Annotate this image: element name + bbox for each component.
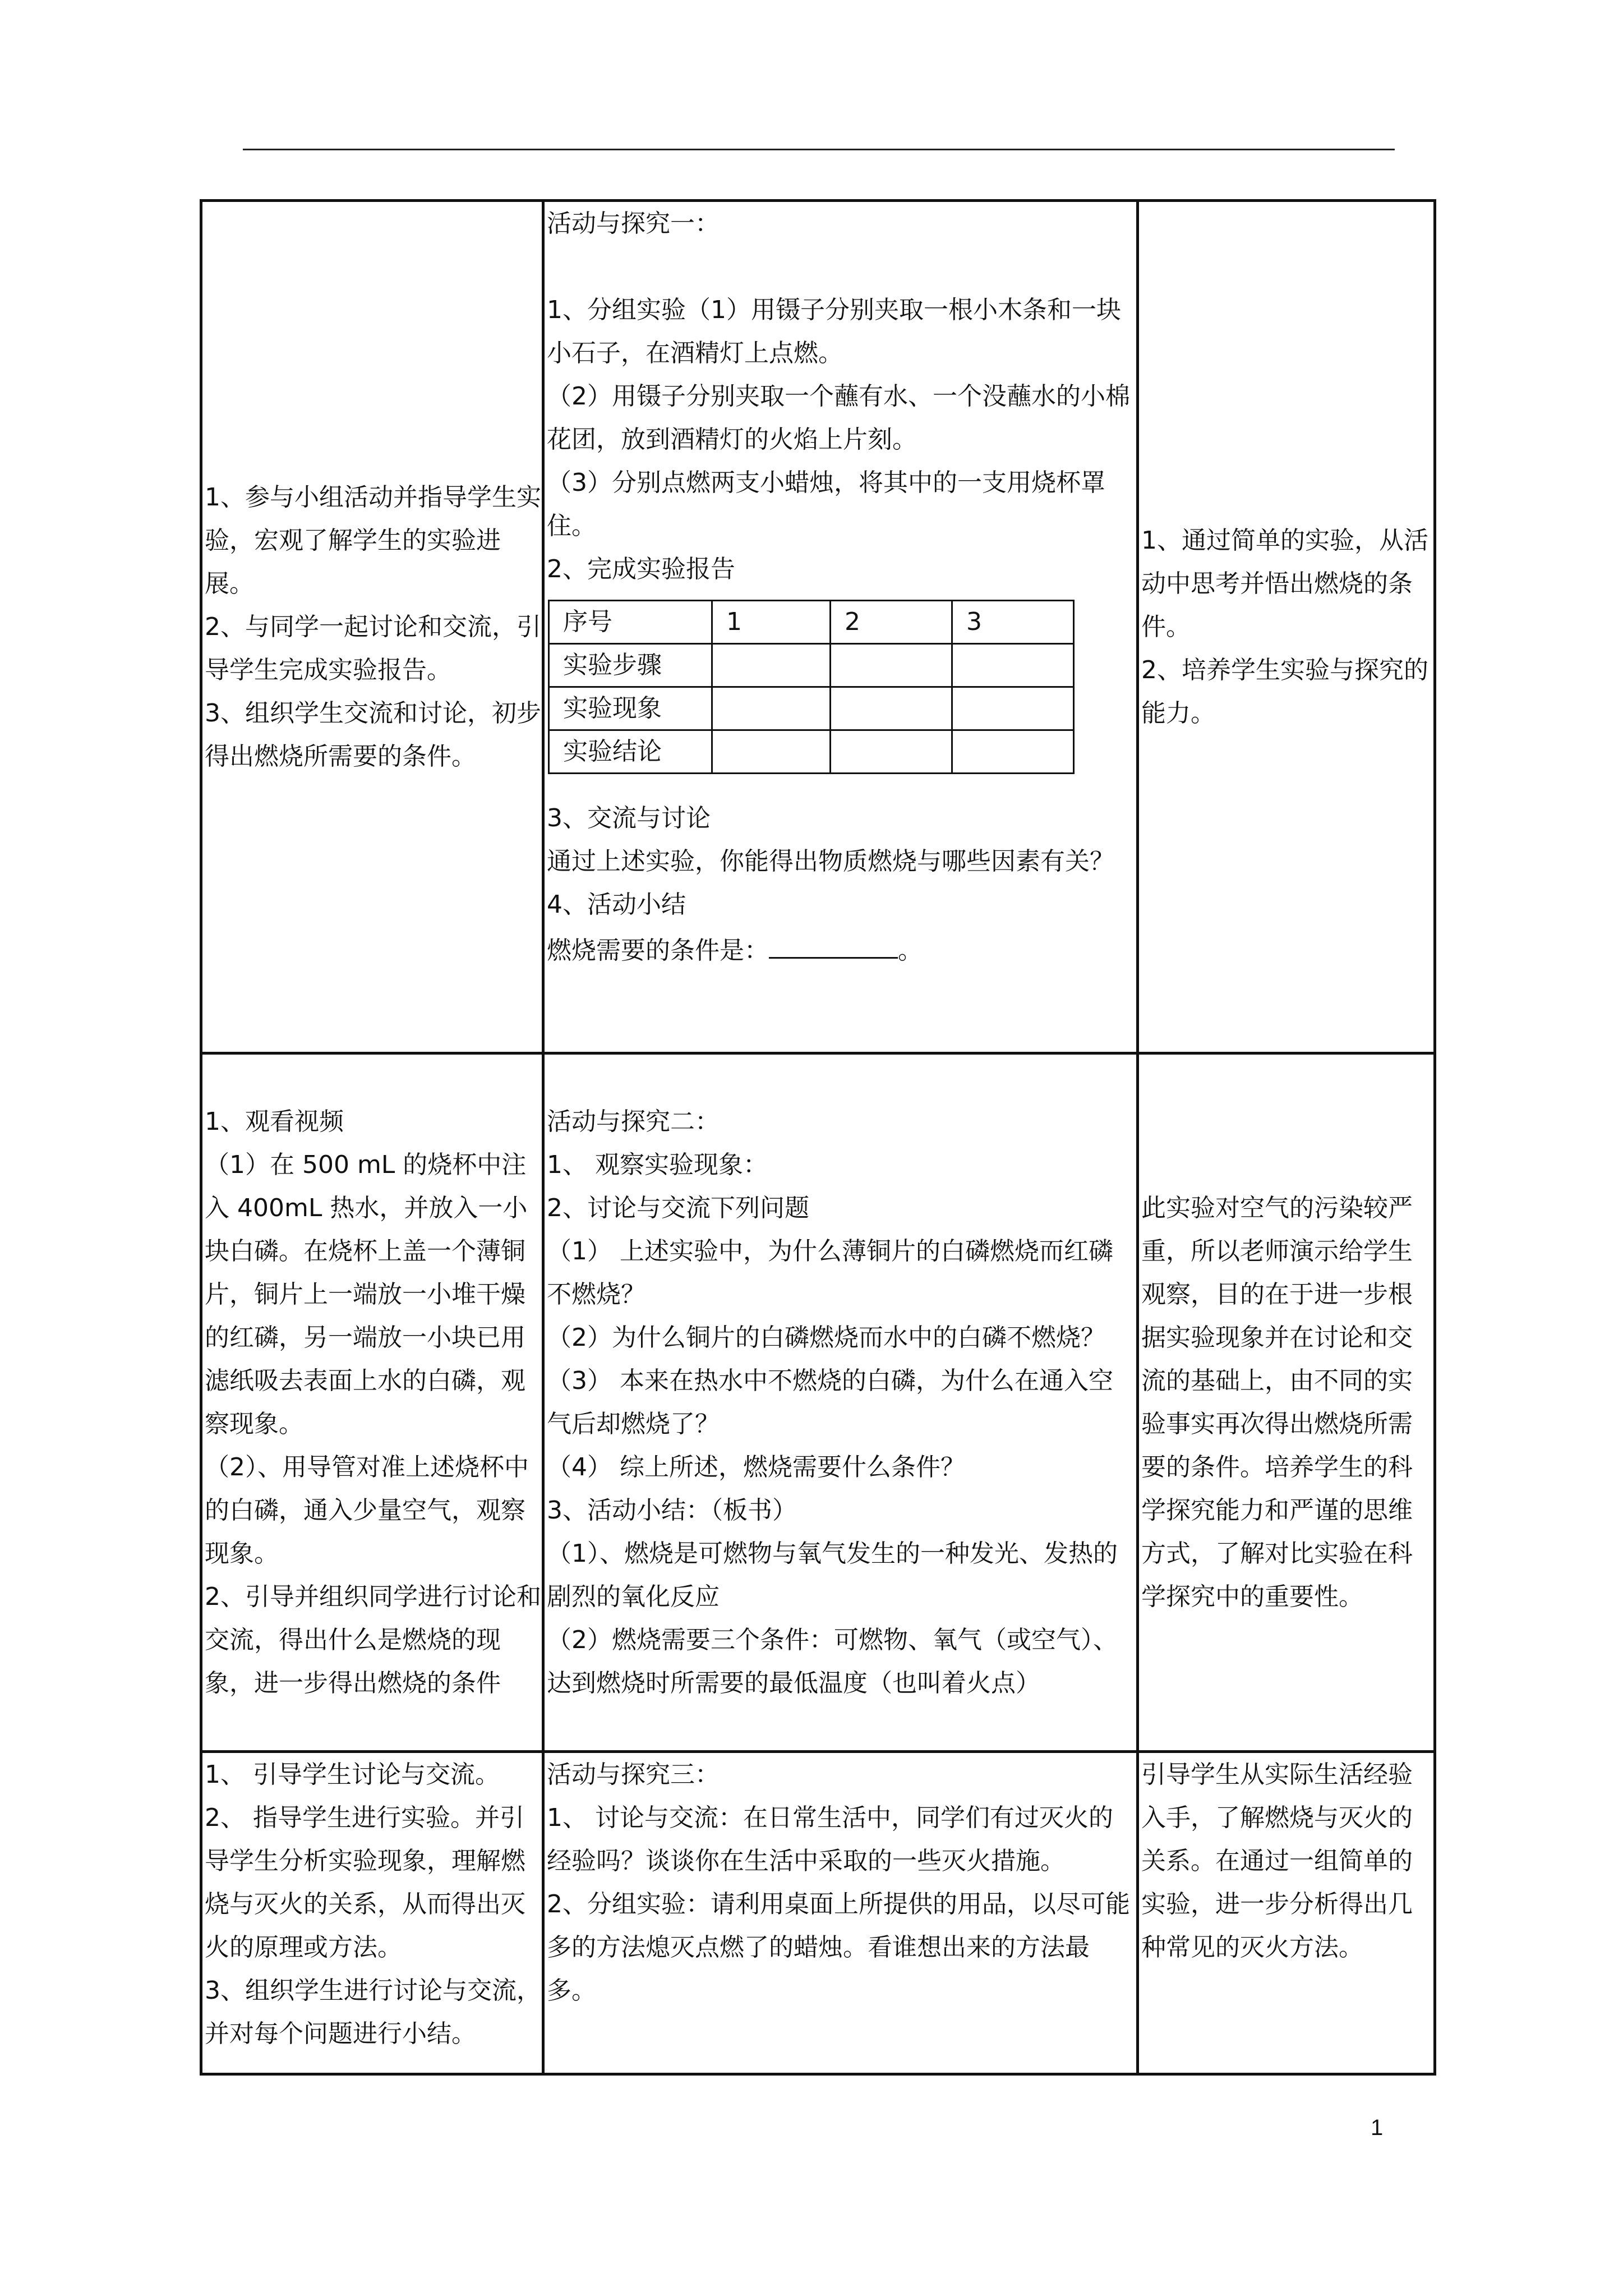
table-cell: 序号 <box>549 601 712 644</box>
lesson-row-1 <box>201 201 1435 1053</box>
teacher-activity-cell <box>201 1053 543 1752</box>
table-row <box>549 687 1074 730</box>
activity-title: 活动与探究二： <box>547 1107 720 1136</box>
conclusion-line <box>547 926 1136 972</box>
table-cell <box>952 644 1074 687</box>
text-line: （2）为什么铜片的白磷燃烧而水中的白磷不燃烧？ <box>547 1323 1105 1352</box>
activity-title: 活动与探究三： <box>547 1760 720 1789</box>
text-line: 3、交流与讨论 <box>547 804 711 832</box>
text-line: 1、参与小组活动并指导学生实验，宏观了解学生的实验进展。 <box>205 483 541 598</box>
text-line: （3） 本来在热水中不燃烧的白磷，为什么在通入空气后却燃烧了？ <box>547 1366 1113 1438</box>
text-line: 2、讨论与交流下列问题 <box>547 1194 809 1222</box>
text-line: 1、 观察实验现象： <box>547 1151 768 1179</box>
table-cell <box>831 687 952 730</box>
table-cell <box>712 644 831 687</box>
text-line: 2、引导并组织同学进行讨论和交流，得出什么是燃烧的现象，进一步得出燃烧的条件 <box>205 1582 541 1697</box>
design-intent-cell <box>1138 201 1435 1053</box>
fill-in-blank <box>769 926 898 959</box>
text-line: 1、 引导学生讨论与交流。 <box>205 1760 500 1789</box>
text-line: 4、活动小结 <box>547 890 686 919</box>
text-line: 3、组织学生进行讨论与交流，并对每个问题进行小结。 <box>205 1976 541 2048</box>
student-activity-text <box>545 1753 1136 2012</box>
teacher-activity-text <box>202 1100 542 1705</box>
text-line: 1、观看视频 <box>205 1107 344 1136</box>
table-cell <box>712 730 831 774</box>
table-cell <box>712 687 831 730</box>
text-line: （3）分别点燃两支小蜡烛，将其中的一支用烧杯罩住。 <box>547 468 1105 540</box>
table-row <box>549 730 1074 774</box>
lesson-row-2 <box>201 1053 1435 1752</box>
text-line: 1、通过简单的实验，从活动中思考并悟出燃烧的条件。 <box>1141 526 1428 641</box>
text-line: （1）在 500 mL 的烧杯中注入 400mL 热水，并放入一小块白磷。在烧杯上盖一个薄铜片，铜片上一端放一小堆干燥的红磷，另一端放一小块已用滤纸吸去表面上水的白磷，观察现象。 <box>205 1151 528 1438</box>
student-activity-cell <box>543 1053 1138 1752</box>
design-intent-text <box>1139 1186 1433 1618</box>
table-row <box>549 601 1074 644</box>
teacher-activity-text <box>202 476 542 778</box>
text-line: （2）、用导管对准上述烧杯中的白磷，通入少量空气，观察现象。 <box>205 1453 529 1568</box>
table-cell: 实验结论 <box>549 730 712 774</box>
table-cell <box>952 730 1074 774</box>
text-line: 2、培养学生实验与探究的能力。 <box>1141 656 1428 728</box>
text-line: 2、与同学一起讨论和交流，引导学生完成实验报告。 <box>205 613 541 684</box>
table-cell: 2 <box>831 601 952 644</box>
table-cell: 3 <box>952 601 1074 644</box>
teacher-activity-cell <box>201 201 543 1053</box>
text-line: 1、分组实验（1）用镊子分别夹取一根小木条和一块小石子，在酒精灯上点燃。 <box>547 296 1121 367</box>
design-intent-cell <box>1138 1053 1435 1752</box>
conclusion-prefix: 燃烧需要的条件是： <box>547 936 769 965</box>
teacher-activity-text <box>202 1753 542 2055</box>
table-row <box>549 644 1074 687</box>
experiment-report-table <box>548 600 1075 774</box>
table-cell <box>952 687 1074 730</box>
page-number: 1 <box>1371 2115 1384 2140</box>
text-line: （1） 上述实验中，为什么薄铜片的白磷燃烧而红磷不燃烧？ <box>547 1237 1113 1309</box>
text-line: 3、组织学生交流和讨论，初步得出燃烧所需要的条件。 <box>205 699 541 771</box>
text-line: （1）、燃烧是可燃物与氧气发生的一种发光、发热的剧烈的氧化反应 <box>547 1539 1118 1611</box>
activity-title: 活动与探究一： <box>547 209 720 238</box>
text-line: 通过上述实验，你能得出物质燃烧与哪些因素有关？ <box>547 847 1114 876</box>
student-activity-text <box>545 202 1136 972</box>
text-line: 引导学生从实际生活经验入手，了解燃烧与灭火的关系。在通过一组简单的实验，进一步分析得出几种常见的灭火方法。 <box>1141 1760 1413 1962</box>
text-line: 此实验对空气的污染较严重，所以老师演示给学生观察，目的在于进一步根据实验现象并在讨论和交流的基础上，由不同的实验事实再次得出燃烧所需要的条件。培养学生的科学探究能力和严谨的思维方式，了解对比实验在科学探究中的重要性。 <box>1141 1194 1413 1611</box>
text-line: （2）燃烧需要三个条件：可燃物、氧气（或空气）、达到燃烧时所需要的最低温度（也叫着火点） <box>547 1626 1118 1697</box>
design-intent-cell <box>1138 1752 1435 2074</box>
lesson-table <box>200 199 1436 2076</box>
student-activity-cell <box>543 1752 1138 2074</box>
text-line: 2、分组实验：请利用桌面上所提供的用品，以尽可能多的方法熄灭点燃了的蜡烛。看谁想出来的方法最多。 <box>547 1890 1130 2005</box>
table-cell <box>831 730 952 774</box>
teacher-activity-cell <box>201 1752 543 2074</box>
text-line: 2、 指导学生进行实验。并引导学生分析实验现象，理解燃烧与灭火的关系，从而得出灭火的原理或方法。 <box>205 1803 525 1962</box>
design-intent-text <box>1139 1753 1433 1969</box>
text-line: （4） 综上所述，燃烧需要什么条件？ <box>547 1453 965 1481</box>
conclusion-suffix: 。 <box>898 936 923 965</box>
text-line: （2）用镊子分别夹取一个蘸有水、一个没蘸水的小棉花团，放到酒精灯的火焰上片刻。 <box>547 382 1130 454</box>
table-cell: 实验步骤 <box>549 644 712 687</box>
text-line: 2、完成实验报告 <box>547 555 735 583</box>
student-activity-text <box>545 1100 1136 1705</box>
table-cell <box>831 644 952 687</box>
table-cell: 1 <box>712 601 831 644</box>
text-line: 3、活动小结：（板书） <box>547 1496 797 1525</box>
header-rule <box>243 149 1395 150</box>
student-activity-cell <box>543 201 1138 1053</box>
lesson-row-3 <box>201 1752 1435 2074</box>
table-cell: 实验现象 <box>549 687 712 730</box>
blank-line <box>547 245 1136 288</box>
text-line: 1、 讨论与交流：在日常生活中，同学们有过灭火的经验吗？谈谈你在生活中采取的一些灭火措施。 <box>547 1803 1113 1875</box>
design-intent-text <box>1139 519 1433 735</box>
